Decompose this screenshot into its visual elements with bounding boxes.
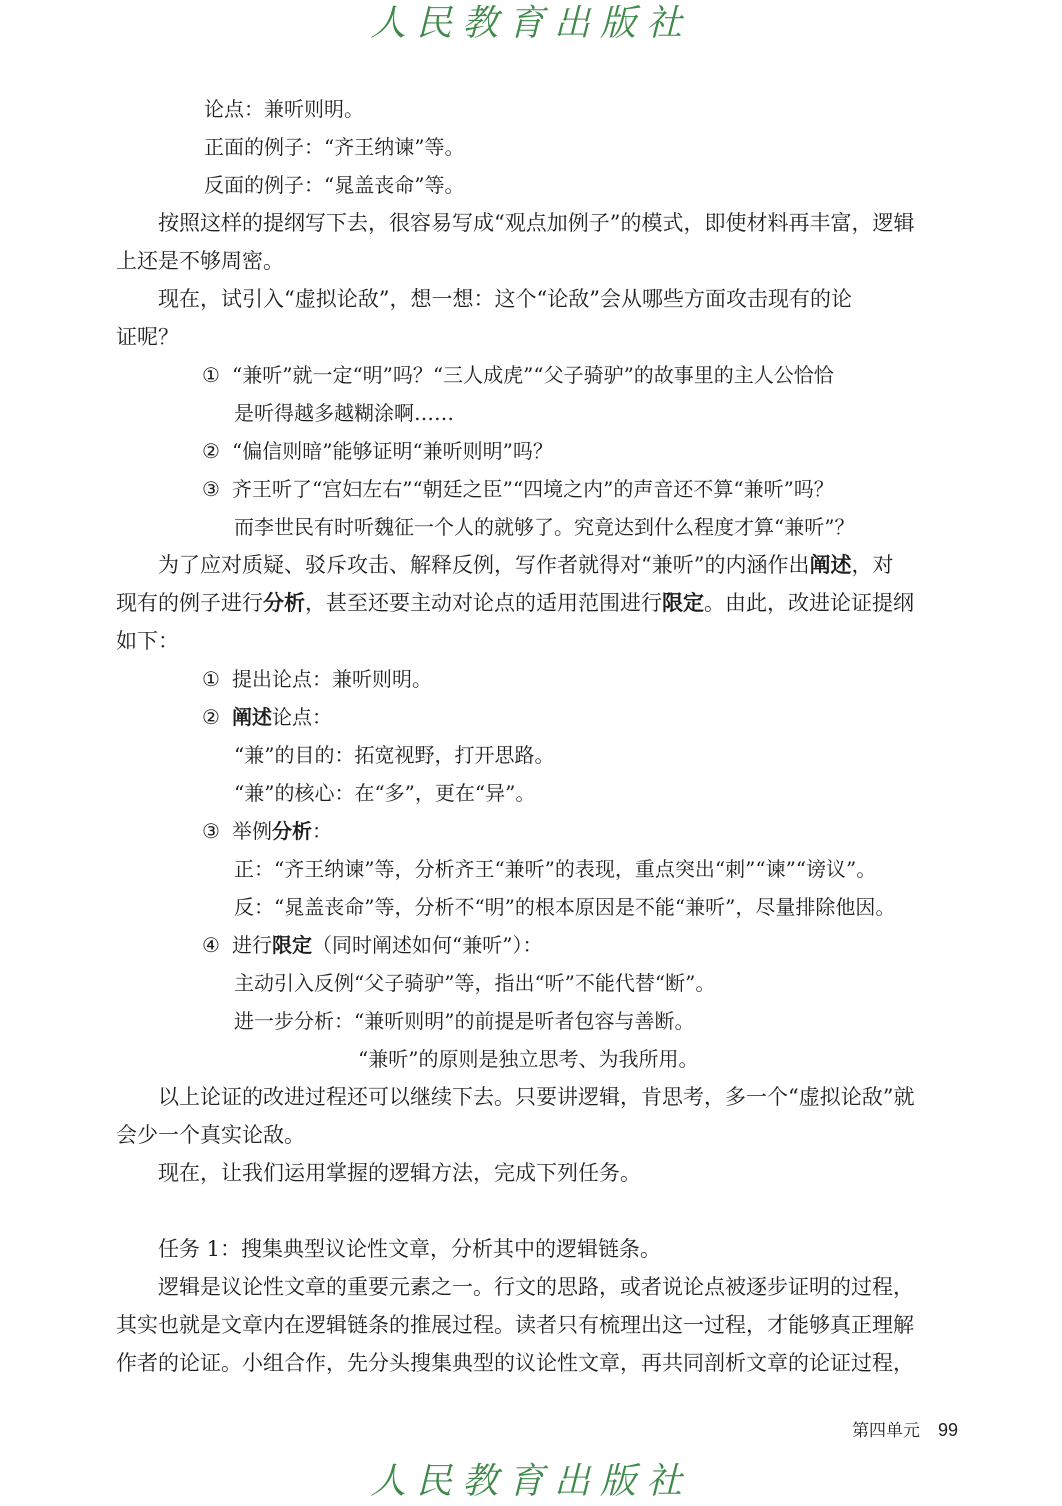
key-term: 阐述 bbox=[809, 553, 852, 577]
paragraph-line: 如下： bbox=[116, 629, 179, 653]
outline2-subpoint: 主动引入反例“父子骑驴”等，指出“听”不能代替“断”。 bbox=[234, 971, 716, 995]
paragraph-line: 现有的例子进行分析，甚至还要主动对论点的适用范围进行限定。由此，改进论证提纲 bbox=[116, 591, 914, 615]
list-number: ② bbox=[202, 705, 220, 729]
list-number: ③ bbox=[202, 477, 220, 501]
outline2-subpoint: “兼听”的原则是独立思考、为我所用。 bbox=[358, 1047, 699, 1071]
publisher-logo-header: 人民教育出版社 bbox=[369, 3, 692, 44]
list-number: ① bbox=[202, 667, 220, 691]
list-number: ② bbox=[202, 439, 220, 463]
outline2-subpoint: “兼”的核心：在“多”，更在“异”。 bbox=[234, 781, 536, 805]
key-term: 限定 bbox=[662, 591, 704, 615]
list-number: ③ bbox=[202, 819, 220, 843]
outline-thesis: 论点：兼听则明。 bbox=[204, 97, 364, 121]
paragraph-line: 为了应对质疑、驳斥攻击、解释反例，写作者就得对“兼听”的内涵作出阐述，对 bbox=[158, 553, 894, 577]
outline-negative-example: 反面的例子：“晁盖丧命”等。 bbox=[204, 173, 465, 197]
attack-text: “偏信则暗”能够证明“兼听则明”吗？ bbox=[232, 439, 553, 463]
outline2-item-4: ④ 进行限定（同时阐述如何“兼听”）： bbox=[202, 930, 542, 960]
list-number: ① bbox=[202, 363, 220, 387]
key-term: 阐述 bbox=[232, 705, 272, 729]
key-term: 分析 bbox=[263, 591, 305, 615]
outline-positive-example: 正面的例子：“齐王纳谏”等。 bbox=[204, 135, 465, 159]
outline2-subpoint: 进一步分析：“兼听则明”的前提是听者包容与善断。 bbox=[234, 1009, 695, 1033]
page-number: 99 bbox=[938, 1420, 959, 1440]
list-number: ④ bbox=[202, 933, 220, 957]
key-term: 分析 bbox=[272, 819, 312, 843]
paragraph-line: 按照这样的提纲写下去，很容易写成“观点加例子”的模式，即使材料再丰富，逻辑 bbox=[158, 211, 915, 235]
attack-item-3-continued: 而李世民有时听魏征一个人的就够了。究竟达到什么程度才算“兼听”？ bbox=[234, 515, 855, 539]
task-1-title: 任务 1：搜集典型议论性文章，分析其中的逻辑链条。 bbox=[158, 1237, 662, 1261]
attack-item-2 bbox=[202, 436, 553, 466]
outline2-item-3: ③ 举例分析： bbox=[202, 816, 332, 846]
attack-item-1 bbox=[202, 360, 834, 390]
paragraph-line: 现在，试引入“虚拟论敌”，想一想：这个“论敌”会从哪些方面攻击现有的论 bbox=[158, 287, 852, 311]
key-term: 限定 bbox=[272, 933, 312, 957]
outline2-subpoint: 反：“晁盖丧命”等，分析不“明”的根本原因是不能“兼听”，尽量排除他因。 bbox=[234, 895, 896, 919]
paragraph-line: 会少一个真实论敌。 bbox=[116, 1123, 305, 1147]
attack-item-1-continued: 是听得越多越糊涂啊…… bbox=[234, 401, 454, 425]
outline2-item-2: ② 阐述论点： bbox=[202, 702, 332, 732]
publisher-logo-footer: 人民教育出版社 bbox=[369, 1461, 692, 1502]
paragraph-line: 逻辑是议论性文章的重要元素之一。行文的思路，或者说论点被逐步证明的过程， bbox=[158, 1275, 914, 1299]
paragraph-line: 现在，让我们运用掌握的逻辑方法，完成下列任务。 bbox=[158, 1161, 641, 1185]
paragraph-line: 以上论证的改进过程还可以继续下去。只要讲逻辑，肯思考，多一个“虚拟论敌”就 bbox=[158, 1085, 915, 1109]
page-footer bbox=[852, 1416, 958, 1441]
attack-text: 齐王听了“宫妇左右”“朝廷之臣”“四境之内”的声音还不算“兼听”吗？ bbox=[232, 477, 834, 501]
paragraph-line: 证呢？ bbox=[116, 325, 179, 349]
outline2-subpoint: 正：“齐王纳谏”等，分析齐王“兼听”的表现，重点突出“刺”“谏”“谤议”。 bbox=[234, 857, 877, 881]
paragraph-line: 其实也就是文章内在逻辑链条的推展过程。读者只有梳理出这一过程，才能够真正理解 bbox=[116, 1313, 914, 1337]
paragraph-line: 上还是不够周密。 bbox=[116, 249, 284, 273]
attack-text: “兼听”就一定“明”吗？“三人成虎”“父子骑驴”的故事里的主人公恰恰 bbox=[232, 363, 834, 387]
attack-item-3 bbox=[202, 474, 834, 504]
unit-label: 第四单元 bbox=[852, 1421, 920, 1440]
outline2-subpoint: “兼”的目的：拓宽视野，打开思路。 bbox=[234, 743, 555, 767]
paragraph-line: 作者的论证。小组合作，先分头搜集典型的议论性文章，再共同剖析文章的论证过程， bbox=[116, 1351, 914, 1375]
outline2-item-1: ① 提出论点：兼听则明。 bbox=[202, 664, 432, 694]
